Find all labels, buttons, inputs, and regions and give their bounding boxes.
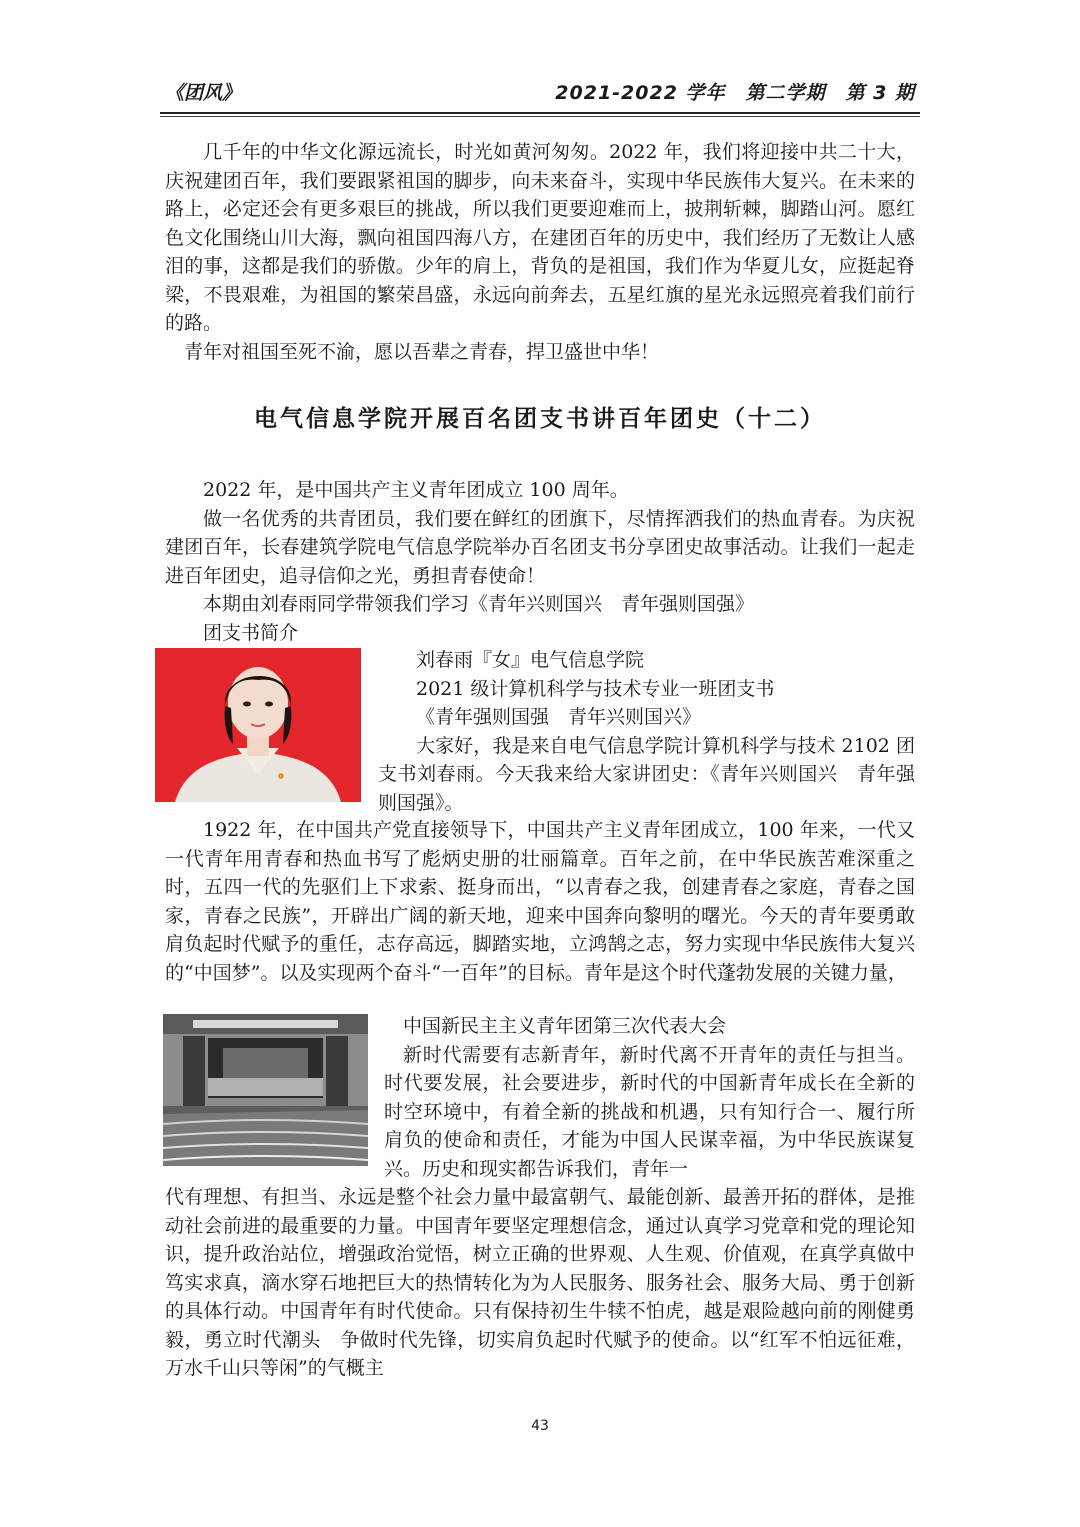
article2-body-3 [165,1183,915,1383]
bio-greeting: 大家好，我是来自电气信息学院计算机科学与技术 2102 团支书刘春雨。今天我来给大家讲团史：《青年兴则国兴 青年强则国强》。 [378,734,915,814]
intro-paragraph: 做一名优秀的共青团员，我们要在鲜红的团旗下，尽情挥洒我们的热血青春。为庆祝建团百年，长春建筑学院电气信息学院举办百名团支书分享团史故事活动。让我们一起走进百年团史，追寻信仰之光，勇担青春使命！ [165,507,915,587]
article2-body-1 [165,816,915,987]
intro-paragraph: 本期由刘春雨同学带领我们学习《青年兴则国兴 青年强则国强》 [203,593,755,615]
intro-paragraph: 团支书简介 [203,621,299,644]
article1-paragraph: 几千年的中华文化源远流长，时光如黄河匆匆。2022 年，我们将迎接中共二十大，庆祝建团百年，我们要跟紧祖国的脚步，向未来奋斗，实现中华民族伟大复兴。在未来的路上，必定还会有更多艰巨的挑战，所以我们更要迎难而上，披荆斩棘，脚踏山河。愿红色文化围绕山川大海，飘向祖国四海八方，在建团百年的历史中，我们经历了无数让人感泪的事，这都是我们的骄傲。少年的肩上，背负的是祖国，我们作为华夏儿女，应挺起脊梁，不畏艰难，为祖国的繁荣昌盛，永远向前奔去，五星红旗的星光永远照亮着我们前行的路。 [165,141,915,334]
body-paragraph: 新时代需要有志新青年，新时代离不开青年的责任与担当。时代要发展，社会要进步，新时代的中国新青年成长在全新的时空环境中，有着全新的挑战和机遇，只有知行合一、履行所肩负的使命和责任，才能为中国人民谋幸福，为中华民族谋复兴。历史和现实都告诉我们，青年一 [384,1043,915,1180]
congress-illustration [163,1014,368,1166]
body-paragraph: 代有理想、有担当、永远是整个社会力量中最富朝气、最能创新、最善开拓的群体，是推动社会前进的最重要的力量。中国青年要坚定理想信念，通过认真学习党章和党的理论知识，提升政治站位，增强政治觉悟，树立正确的世界观、人生观、价值观，在真学真做中笃实求真，滴水穿石地把巨大的热情转化为为人民服务、服务社会、服务大局、勇于创新的具体行动。中国青年有时代使命。只有保持初生牛犊不怕虎，越是艰险越向前的刚健勇毅，勇立时代潮头 争做时代先锋，切实肩负起时代赋予的使命。以“红军不怕远征难，万水千山只等闲”的气概主 [165,1186,915,1379]
bio-class: 2021 级计算机科学与技术专业一班团支书 [416,677,775,700]
article2-intro [165,476,915,647]
page-header [165,78,915,108]
congress-photo [163,1014,368,1166]
body-paragraph: 1922 年，在中国共产党直接领导下，中国共产主义青年团成立，100 年来，一代又一代青年用青春和热血书写了彪炳史册的壮丽篇章。百年之前，在中华民族苦难深重之时，五四一代的先驱们上下求索、挺身而出，“以青春之我，创建青春之家庭，青春之国家，青春之民族”，开辟出广阔的新天地，迎来中国奔向黎明的曙光。今天的青年要勇敢肩负起时代赋予的重任，志存高远，脚踏实地，立鸿鹄之志，努力实现中华民族伟大复兴的“中国梦”。以及实现两个奋斗“一百年”的目标。青年是这个时代蓬勃发展的关键力量， [165,819,915,984]
header-rule-thin [160,116,920,117]
photo-caption: 中国新民主主义青年团第三次代表大会 [403,1015,727,1037]
page-number: 43 [531,1418,549,1434]
bio-name: 刘春雨『女』电气信息学院 [416,649,645,671]
article1-body [165,138,915,366]
portrait-illustration [155,648,361,802]
intro-paragraph: 2022 年，是中国共产主义青年团成立 100 周年。 [203,479,629,501]
bio-block [378,646,915,817]
article1-paragraph: 青年对祖国至死不渝，愿以吾辈之青春，捍卫盛世中华！ [184,340,660,363]
portrait-photo [155,648,361,802]
journal-name: 《团风》 [165,82,242,104]
bio-topic: 《青年强则国强 青年兴则国兴》 [416,706,702,728]
header-rule [160,112,920,114]
issue-info: 2021-2022 学年 第二学期 第 3 期 [555,82,915,104]
article-title: 电气信息学院开展百名团支书讲百年团史（十二） [254,406,826,432]
article2-body-2 [384,1012,915,1183]
